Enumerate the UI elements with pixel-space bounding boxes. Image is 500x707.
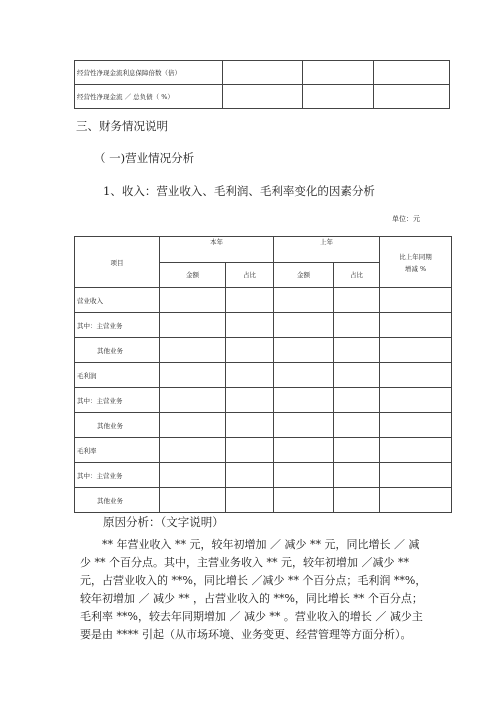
paragraph-line: 少 ** 个百分点。其中，主营业务收入 ** 元，较年初增加 ／减少 **: [80, 556, 409, 569]
row-label: 其他业务: [75, 488, 160, 513]
table-cell: [334, 413, 380, 438]
table-cell: [334, 388, 380, 413]
table-cell: [380, 288, 452, 313]
table-cell: [303, 85, 374, 109]
table-cell: [160, 463, 226, 488]
table-row: [75, 438, 452, 463]
table-cell: [160, 388, 226, 413]
table-cell: [380, 313, 452, 338]
table-cell: [160, 488, 226, 513]
table-cell: [380, 388, 452, 413]
table-cell: [274, 388, 334, 413]
table-cell: [226, 363, 274, 388]
cash-flow-table: [74, 60, 450, 109]
row-label: 其他业务: [75, 413, 160, 438]
header-amount: 金额: [160, 262, 226, 288]
header-ratio: 占比: [226, 262, 274, 288]
table-cell: [380, 413, 452, 438]
table-cell: [223, 61, 303, 85]
header-ratio: 占比: [334, 262, 380, 288]
table-row: [75, 463, 452, 488]
paragraph-line: 较年初增加 ／ 减少 ** ，占营业收入的 **%，同比增长 ** 个百分点；: [80, 592, 423, 605]
table-row: [75, 363, 452, 388]
table-cell: [226, 413, 274, 438]
header-last-year: 上年: [274, 237, 380, 263]
table-cell: [160, 338, 226, 363]
table-row: [75, 388, 452, 413]
table-cell: [334, 338, 380, 363]
table-cell: [274, 363, 334, 388]
table-row: [75, 288, 452, 313]
header-change: [380, 237, 452, 288]
subsection-title: （ 一)营业情况分析: [94, 151, 195, 165]
unit-label: 单位：元: [392, 215, 420, 223]
table-cell: [223, 85, 303, 109]
table-row: [75, 413, 452, 438]
table-cell: [374, 85, 450, 109]
table-cell: [274, 338, 334, 363]
table-cell: [334, 438, 380, 463]
table-cell: [160, 438, 226, 463]
table-cell: [160, 288, 226, 313]
table-row: [75, 85, 450, 109]
table-cell: [380, 463, 452, 488]
header-item: 项目: [75, 237, 160, 288]
section-title: 三、财务情况说明: [76, 119, 168, 133]
table-cell: [226, 288, 274, 313]
table-cell: [380, 363, 452, 388]
paragraph-line: 毛利率 **%，较去年同期增加 ／ 减少 ** 。营业收入的增长 ／ 减少主: [80, 610, 423, 623]
header-amount: 金额: [274, 262, 334, 288]
table-cell: [303, 61, 374, 85]
table-row: [75, 313, 452, 338]
table-cell: [274, 313, 334, 338]
table-cell: [274, 488, 334, 513]
table-cell: [226, 438, 274, 463]
row-label: 其中：主营业务: [75, 313, 160, 338]
table-cell: [374, 61, 450, 85]
table-header-row: [75, 237, 452, 263]
analysis-title: 原因分析：（文字说明）: [103, 515, 224, 529]
row-label: 经营性净现金流利息保障倍数（倍）: [75, 61, 223, 85]
header-change-line1: 比上年同期: [399, 252, 432, 261]
paragraph-line: 要是由 **** 引起（从市场环境、业务变更、经营管理等方面分析）。: [80, 628, 412, 641]
table-cell: [226, 463, 274, 488]
row-label: 其中：主营业务: [75, 463, 160, 488]
table-cell: [160, 413, 226, 438]
item-title: 1、收入：营业收入、毛利润、毛利率变化的因素分析: [103, 184, 375, 198]
header-change-line2: 增减 %: [404, 264, 427, 273]
table-row: [75, 338, 452, 363]
table-cell: [274, 438, 334, 463]
header-this-year: 本年: [160, 237, 274, 263]
table-cell: [274, 288, 334, 313]
table-cell: [380, 488, 452, 513]
table-cell: [334, 363, 380, 388]
table-cell: [160, 363, 226, 388]
table-cell: [226, 338, 274, 363]
row-label: 经营性净现金流 ／ 总负债（ %）: [75, 85, 223, 109]
table-cell: [226, 313, 274, 338]
table-cell: [226, 488, 274, 513]
table-cell: [274, 463, 334, 488]
table-cell: [334, 463, 380, 488]
row-label: 毛利率: [75, 438, 160, 463]
table-row: [75, 61, 450, 85]
paragraph-line: 元，占营业收入的 **%，同比增长 ／减少 ** 个百分点；毛利润 **%，: [80, 574, 427, 587]
income-analysis-table: [74, 236, 452, 513]
table-cell: [160, 313, 226, 338]
row-label: 毛利润: [75, 363, 160, 388]
analysis-paragraph: [80, 536, 426, 644]
table-cell: [226, 388, 274, 413]
row-label: 营业收入: [75, 288, 160, 313]
table-row: [75, 488, 452, 513]
row-label: 其他业务: [75, 338, 160, 363]
table-cell: [380, 438, 452, 463]
paragraph-line: ** 年营业收入 ** 元，较年初增加 ／ 减少 ** 元，同比增长 ／ 减: [102, 538, 420, 551]
table-cell: [334, 488, 380, 513]
table-cell: [380, 338, 452, 363]
table-cell: [334, 288, 380, 313]
table-cell: [274, 413, 334, 438]
row-label: 其中：主营业务: [75, 388, 160, 413]
table-cell: [334, 313, 380, 338]
